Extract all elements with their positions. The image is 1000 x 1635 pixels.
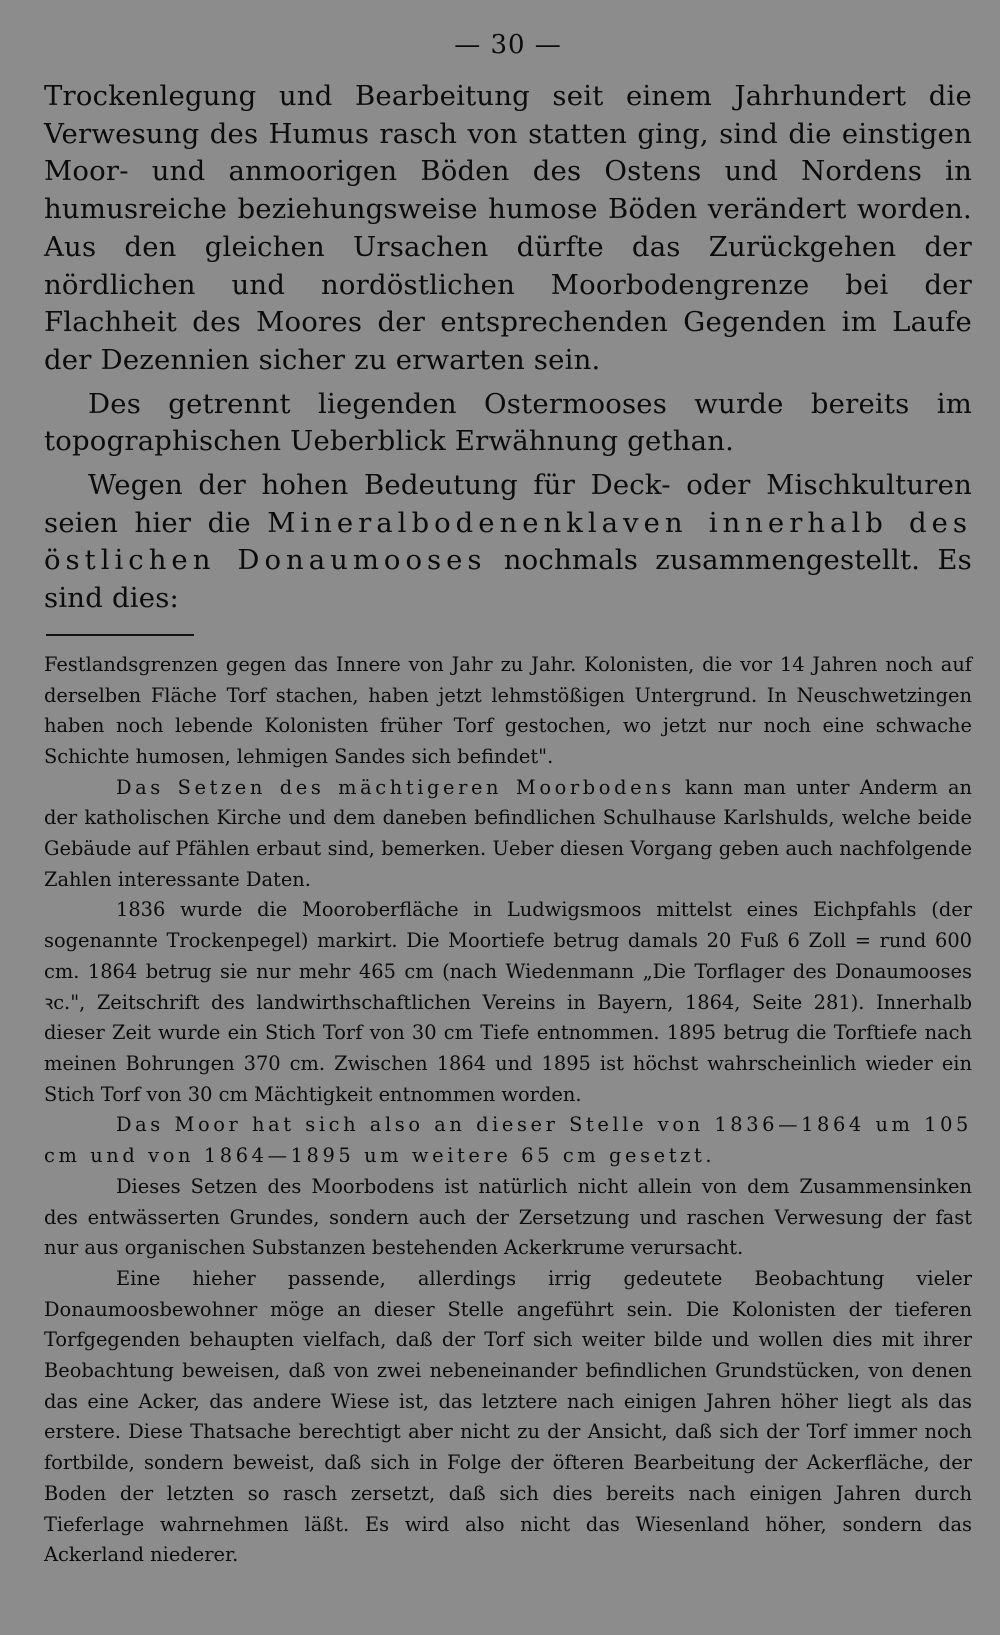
footnote-divider xyxy=(46,634,194,636)
paragraph-1: Trockenlegung und Bearbeitung seit einem Jahrhundert die Verwesung des Humus rasch von statten ging, sind die einstigen Moor- und anmoorigen Böden des Ostens und Nordens in humusreiche beziehungsweise humose Böden verändert worden. Aus den gleichen Ursachen dürfte das Zurückgehen der nördlichen und nordöstlichen Moorbodengrenze bei der Flachheit des Moores der entsprechenden Gegenden im Laufe der Dezennien sicher zu erwarten sein. xyxy=(44,80,972,376)
emphasized-conclusion: Das Moor hat sich also an dieser Stelle von 1836—1864 um 105 cm und von 1864—1895 um weitere 65 cm gesetzt. xyxy=(44,1113,972,1168)
footnote-settling xyxy=(44,773,972,896)
paragraph-3 xyxy=(44,467,972,618)
emphasized-settling: Das Setzen des mächtigeren Moorbodens xyxy=(116,775,675,799)
paragraph-3-end: nochmals zusammengestellt. Es sind dies: xyxy=(44,544,972,615)
footnote-continuation: Festlandsgrenzen gegen das Innere von Jahr zu Jahr. Kolonisten, die vor 14 Jahren noch auf derselben Fläche Torf stachen, haben jetzt lehmstößigen Untergrund. In Neuschwetzingen haben noch lebende Kolonisten früher Torf gestochen, wo jetzt nur noch eine schwache Schichte humosen, lehmigen Sandes sich befindet". xyxy=(44,652,972,768)
footnote-decomposition: Dieses Setzen des Moorbodens ist natürlich nicht allein von dem Zusammensinken des entwässerten Grundes, sondern auch der Zersetzung und raschen Verwesung der fast nur aus organischen Substanzen bestehenden Ackerkrume verursacht. xyxy=(44,1174,972,1260)
footnote-observation: Eine hieher passende, allerdings irrig gedeutete Beobachtung vieler Donaumoosbewohner möge an dieser Stelle angeführt sein. Die Kolonisten der tieferen Torfgegenden behaupten vielfach, daß der Torf sich weiter bilde und wollen dies mit ihrer Beobachtung beweisen, daß von zwei nebeneinander befindlichen Grundstücken, von denen das eine Acker, das andere Wiese ist, das letztere nach einigen Jahren höher liegt als das erstere. Diese Thatsache berechtigt aber nicht zu der Ansicht, daß sich der Torf immer noch fortbilde, sondern beweist, daß sich in Folge der öfteren Bearbeitung der Ackerfläche, der Boden der letzten so rasch zersetzt, daß sich dies bereits nach einigen Jahren durch Tieferlage wahrnehmen läßt. Es wird also nicht das Wiesenland höher, sondern das Ackerland niederer. xyxy=(44,1266,972,1567)
paragraph-3-start: Wegen der hohen Bedeutung für Deck- oder Mischkulturen seien hier die xyxy=(44,469,972,539)
footnote-conclusion xyxy=(44,1110,972,1171)
paragraph-2: Des getrennt liegenden Ostermooses wurde bereits im topographischen Ueberblick Erwähnung gethan. xyxy=(44,387,972,458)
page-number: — 30 — xyxy=(454,30,562,60)
footnote-measurements: 1836 wurde die Mooroberfläche in Ludwigsmoos mittelst eines Eichpfahls (der sogenannte Trockenpegel) markirt. Die Moortiefe betrug damals 20 Fuß 6 Zoll = rund 600 cm. 1864 betrug sie nur mehr 465 cm (nach Wiedenmann „Die Torflager des Donaumooses ꝛc.", Zeitschrift des landwirthschaftlichen Vereins in Bayern, 1864, Seite 281). Innerhalb dieser Zeit wurde ein Stich Torf von 30 cm Tiefe entnommen. 1895 betrug die Torftiefe nach meinen Bohrungen 370 cm. Zwischen 1864 und 1895 ist höchst wahrscheinlich wieder ein Stich Torf von 30 cm Mächtigkeit entnommen worden. xyxy=(44,898,972,1106)
footnote-settling-text: kann man unter Anderm an der katholischen Kirche und dem daneben befindlichen Schulhause Karlshulds, welche beide Gebäude auf Pfählen erbaut sind, bemerken. Ueber diesen Vorgang geben auch nachfolgende Zahlen interessante Daten. xyxy=(44,775,972,891)
emphasized-mineral-enclaves: Mineralbodenenklaven innerhalb des östlichen Donaumooses xyxy=(44,506,972,577)
main-text xyxy=(44,78,972,618)
footnotes xyxy=(44,650,972,1571)
